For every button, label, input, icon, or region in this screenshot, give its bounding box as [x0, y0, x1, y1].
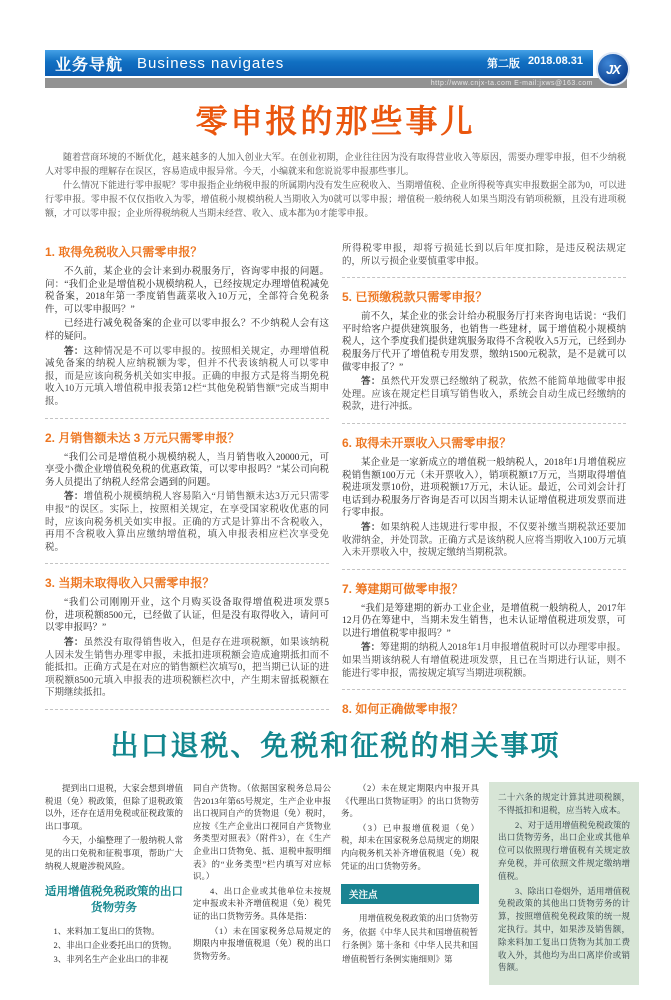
side-panel	[489, 782, 639, 985]
focus-box-body	[341, 904, 479, 966]
a2-paragraph: 今天，小编整理了一般纳税人常见的出口免税和征税事项，帮助广大纳税人规避涉税风险。	[45, 835, 183, 871]
answer-text: 如果纳税人违规进行零申报，不仅要补缴当期税款还要加收滞纳金，并处罚款。正确方式是该纳税人应将当期收入100万元填入未开票收入中，按规定缴纳当期税款。	[342, 522, 626, 559]
qa-answer	[342, 522, 626, 560]
focus-box	[341, 884, 479, 966]
article2-title: 出口退税、免税和征税的相关事项	[110, 731, 561, 762]
a2-paragraph: （2）未在规定期限内申报开具《代理出口货物证明》的出口货物劳务。	[341, 783, 479, 819]
panel-paragraph: 2、对于适用增值税免税政策的出口货物劳务，出口企业或其他单位可以依照现行增值税有关规定放弃免税，并可依照文件规定缴纳增值税。	[498, 819, 630, 881]
a2-list-item: 3、非列名生产企业出口的非视	[53, 954, 169, 965]
article1-intro	[45, 150, 626, 220]
section-separator	[45, 563, 329, 564]
answer-label: 答：	[361, 522, 381, 533]
article1-left-column	[45, 243, 329, 721]
intro-paragraph: 随着营商环境的不断优化，越来越多的人加入创业大军。在创业初期，企业往往因为没有取得营业收入等原因，需要办理零申报，但不少纳税人对零申报的理解存在误区，容易造成申报异常。今天，小编就来和您说说零申报那些事儿。	[45, 152, 626, 176]
qa-section-8	[342, 700, 626, 721]
answer-text: 这种情况是不可以零申报的。按照相关规定，办理增值税减免备案的纳税人应纳税额为零，但并不代表该纳税人可以零申报，而是应该向税务机关如实申报。正确的申报方式是将当期免税收入10万元填入增值税申报表第12栏“其他免税销售额”完成当期申报。	[45, 346, 329, 407]
date-label: 2018.08.31	[527, 55, 583, 67]
a2-list-item: 2、非出口企业委托出口的货物。	[53, 940, 177, 951]
qa-heading: 2. 月销售额未达 3 万元只需零申报？	[45, 430, 240, 445]
qa-section-1	[45, 243, 329, 409]
edition-label: 第二版	[486, 58, 520, 70]
answer-label: 答：	[64, 346, 84, 357]
article2-column-2	[193, 782, 331, 1000]
qa-heading: 1. 取得免税收入只需零申报？	[45, 245, 203, 259]
a2-paragraph-continuation: 同自产货物。（依据国家税务总局公告2013年第65号规定，生产企业申报出口视同自产的货物退（免）税时，应按《生产企业出口视同自产货物业务类型对照表》（附件3），在《生产企业出口货物免、抵、退税申报明细表》的“业务类型”栏内填写对应标识。）	[193, 783, 331, 882]
qa-answer	[342, 642, 626, 680]
qa-section-4	[45, 720, 329, 721]
qa-heading: 5. 已预缴税款只需零申报？	[342, 290, 488, 305]
a2-list-item: 1、来料加工复出口的货物。	[53, 926, 160, 937]
qa-heading: 7. 筹建期可做零申报？	[342, 581, 464, 596]
qa-paragraph: “我们公司刚刚开业，这个月购买设备取得增值税进项发票5份，进项税额8500元，已经做了认证，但是没有取得收入，请问可以零申报吗？”	[45, 598, 329, 634]
a2-paragraph: 4、出口企业或其他单位未按规定申报或未补齐增值税退（免）税凭证的出口货物劳务。具体是指：	[193, 885, 331, 921]
panel-paragraph: 3、除出口卷烟外，适用增值税免税政策的其他出口货物劳务的计算，按照增值税免税政策的统一规定执行。其中，如果涉及销售额，除来料加工复出口货物为其加工费收入外，其他均为出口离岸价或销售额。	[498, 885, 630, 973]
answer-text: 虽然代开发票已经缴纳了税款，依然不能简单地做零申报处理。应该在规定栏目填写销售收入，系统会自动生成已经缴纳的税款，进行冲抵。	[342, 377, 626, 413]
qa-answer-continuation: 所得税零申报，却将亏损延长到以后年度扣除，是违反税法规定的，所以亏损企业要慎重零申报。	[342, 244, 626, 267]
qa-paragraph: 不久前，某企业的会计来到办税服务厅，咨询零申报的问题。问：“我们企业是增值税小规模纳税人，已经按规定办理增值税减免税备案，2018年第一季度销售蔬菜收入10万元，全部符合免税条件，可以零申报吗？”	[45, 267, 329, 315]
article1-right-column	[342, 243, 626, 721]
qa-heading	[45, 720, 329, 721]
section-title-en: Business navigates	[137, 54, 285, 72]
qa-section-5	[342, 288, 626, 414]
qa-paragraph: 前不久，某企业的张会计给办税服务厅打来咨询电话说：“我们平时给客户提供建筑服务，也销售一些建材，属于增值税小规模纳税人，这个季度我们提供建筑服务取得不含税收入5万元，已经到办税服务厅代开了增值税专用发票，缴纳1500元税款，是不是就可以做零申报了？”	[342, 312, 626, 373]
newspaper-logo-icon	[596, 52, 630, 86]
qa-heading: 3. 当期未取得收入只需零申报？	[45, 576, 215, 591]
a2-paragraph: （1）未在国家税务总局规定的期限内申报增值税退（免）税的出口货物劳务。	[193, 925, 331, 961]
header-bar	[45, 50, 593, 76]
a2-paragraph: （3）已申报增值税退（免）税，却未在国家税务总局规定的期限内向税务机关补齐增值税退（免）税凭证的出口货物劳务。	[341, 822, 479, 871]
section-separator	[45, 418, 329, 419]
qa-paragraph: 已经进行减免税备案的企业可以零申报么？不少纳税人会有这样的疑问。	[45, 319, 329, 342]
qa-section-7	[342, 580, 626, 681]
qa-heading: 8. 如何正确做零申报？	[342, 702, 464, 717]
focus-box-header: 关注点	[341, 884, 479, 904]
answer-label: 答：	[361, 643, 381, 654]
article2-column-1	[45, 782, 183, 1000]
article2-column-4	[489, 782, 639, 1000]
a2-paragraph: 提到出口退税，大家会想到增值税退（免）税政策，但除了退税政策以外，还存在适用免税或征税政策的出口事项。	[45, 783, 183, 831]
answer-text: 虽然没有取得销售收入，但是存在进项税额，如果该纳税人因未发生销售办理零申报，未抵扣进项税额会造成逾期抵扣而不能抵扣。正确方式是在对应的销售额栏次填写0，把当期已认证的进项税额8500元填入申报表的进项税额栏次中，产生期末留抵税额在下期继续抵扣。	[45, 638, 329, 699]
contact-line: http://www.cnjx-ta.com E-mail:jxws@163.com	[430, 79, 593, 87]
qa-section-2	[45, 429, 329, 555]
qa-answer	[45, 637, 329, 700]
contact-bar	[45, 78, 627, 88]
section-separator	[342, 689, 626, 690]
qa-answer	[45, 491, 329, 554]
qa-answer	[342, 376, 626, 414]
article2-columns	[45, 782, 639, 1000]
qa-paragraph: 某企业是一家新成立的增值税一般纳税人，2018年1月增值税应税销售额100万元（未开票收入），销项税额17万元，当期取得增值税进项发票10份，进项税额17万元，未认证。最近，公司刘会计打电话到办税服务厅咨询是否可以因当期未认证增值税进项发票而进行零申报。	[342, 457, 626, 519]
edition-date	[487, 55, 583, 71]
section-separator	[342, 423, 626, 424]
answer-label: 答：	[64, 492, 84, 503]
section-separator	[342, 569, 626, 570]
logo-text: JX	[606, 61, 620, 77]
answer-text: 增值税小规模纳税人容易陷入“月销售额未达3万元只需零申报”的误区。实际上，按照相关规定，在享受国家税收优惠的同时，应该向税务机关如实申报。正确的方式是计算出不含税收入，再用不含税收入算出应缴纳增值税，填入申报表相应栏次享受免税。	[45, 492, 329, 553]
article1-columns	[45, 243, 626, 721]
section-separator	[45, 709, 329, 710]
answer-label: 答：	[361, 377, 381, 388]
focus-text: 用增值税免税政策的出口货物劳务，依据《中华人民共和国增值税暂行条例》第十条和《中华人民共和国增值税暂行条例实施细则》第	[342, 913, 479, 964]
panel-paragraph-continuation: 二十六条的规定计算其进项税额，不得抵扣和退税，应当转入成本。	[498, 792, 630, 815]
qa-paragraph: “我们是筹建期的新办工业企业，是增值税一般纳税人，2017年12月仍在筹建中，当期未发生销售，也未认证增值税进项发票，可以进行增值税零申报吗？”	[342, 603, 626, 639]
section-title-cn: 业务导航	[55, 56, 124, 74]
a2-subheading: 适用增值税免税政策的出口货物劳务	[45, 886, 183, 915]
answer-text: 筹建期的纳税人2018年1月申报增值税时可以办理零申报。如果当期该纳税人有增值税进项发票，且已在当期进行认证，则不能进行零申报，需按规定填写当期进项税额。	[342, 643, 626, 679]
intro-paragraph: 什么情况下能进行零申报呢？零申报指企业纳税申报的所属期内没有发生应税收入、当期增值税、企业所得税等真实申报数据全部为0，可以进行零申报。零申报不仅仅指收入为零，增值税小规模纳税人当期收入为0就可以零申报；增值税一般纳税人如果当期没有销项税额，且没有进项税额，才可以零申报；企业所得税纳税人当期未经营、收入、成本都为0才能零申报。	[45, 180, 626, 218]
qa-heading: 6. 取得未开票收入只需零申报？	[342, 435, 512, 450]
qa-section-6	[342, 434, 626, 560]
article2-column-3	[341, 782, 479, 1000]
article1-title: 零申报的那些事儿	[195, 103, 476, 139]
qa-paragraph: “我们公司是增值税小规模纳税人，当月销售收入20000元，可享受小微企业增值税免税的优惠政策，可以零申报吗？”某公司向税务人员提出了纳税人经常会遇到的问题。	[45, 452, 329, 488]
section-separator	[342, 277, 626, 278]
qa-answer	[45, 346, 329, 409]
qa-section-3	[45, 574, 329, 700]
answer-label: 答：	[64, 638, 84, 649]
